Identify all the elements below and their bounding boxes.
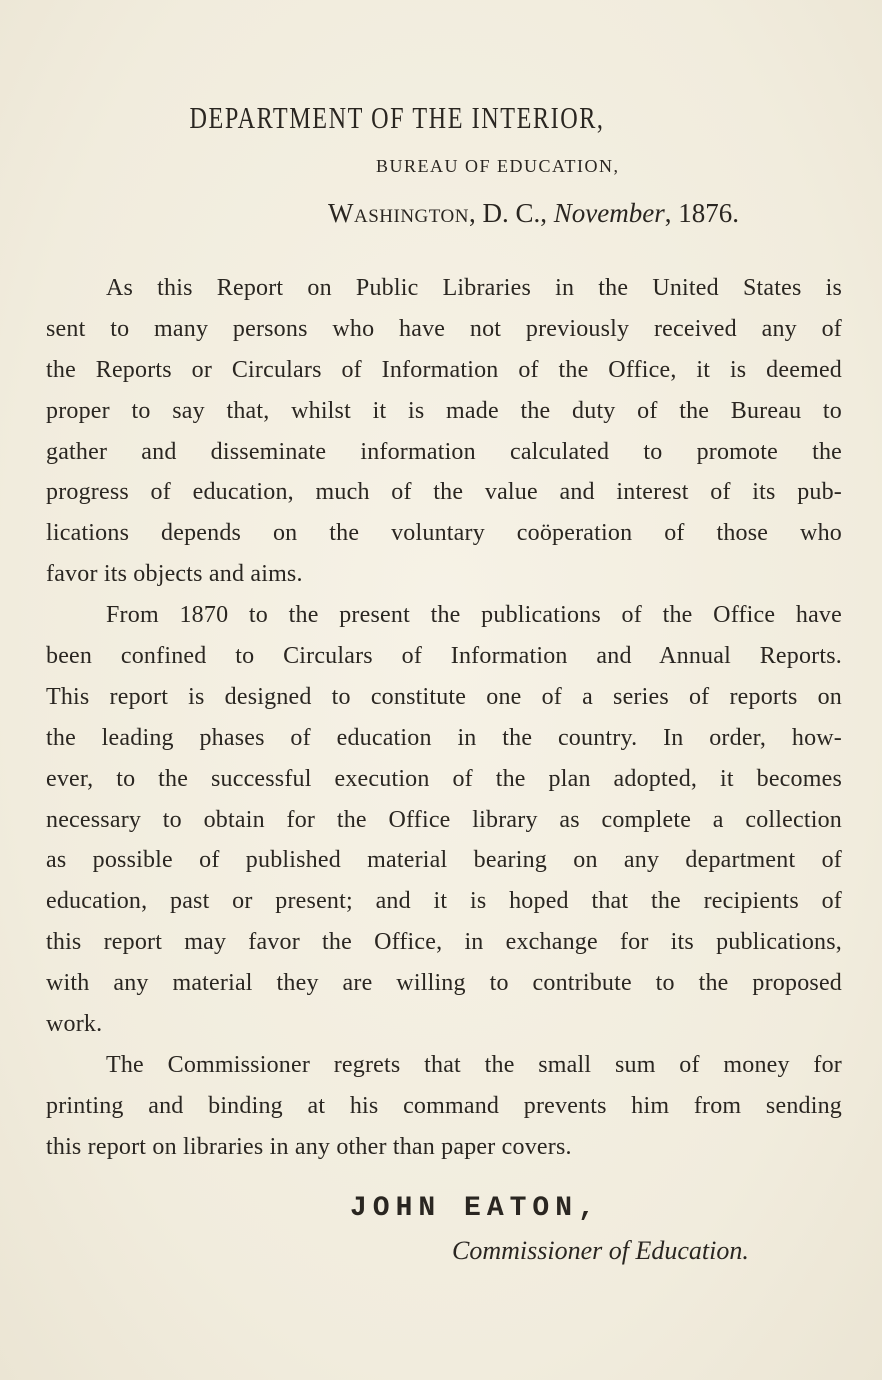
dateline-place: Washington — [328, 198, 469, 228]
text-line: as possible of published material bearing on any department of — [46, 847, 842, 874]
text-line: the Reports or Circulars of Information of the Office, it is deemed — [46, 356, 842, 383]
signature-title: Commissioner of Education. — [452, 1236, 749, 1265]
text-line: ever, to the successful execution of the plan adopted, it becomes — [46, 765, 842, 792]
text-line: necessary to obtain for the Office library as complete a collection — [46, 806, 842, 833]
text-line: This report is designed to constitute one of a series of reports on — [46, 683, 842, 710]
text-line: been confined to Circulars of Information and Annual Reports. — [46, 643, 842, 670]
dateline-year: , 1876. — [664, 198, 739, 228]
text-line: this report may favor the Office, in exchange for its publications, — [46, 929, 842, 956]
text-line: printing and binding at his command prevents him from sending — [46, 1092, 842, 1119]
text-line: work. — [46, 1011, 103, 1038]
bureau-heading: BUREAU OF EDUCATION, — [376, 156, 620, 176]
text-line: with any material they are willing to contribute to the proposed — [46, 970, 842, 997]
dateline-place-rest: , D. C., — [468, 198, 554, 228]
text-line: As this Report on Public Libraries in the United States is — [106, 275, 842, 301]
paragraph-2 — [46, 595, 842, 1045]
text-line: From 1870 to the present the publications of the Office have — [106, 602, 842, 629]
text-line: sent to many persons who have not previously received any of — [46, 315, 842, 342]
signature-name: JOHN EATON, — [350, 1193, 601, 1224]
text-line: progress of education, much of the value and interest of its pub- — [46, 479, 842, 506]
dateline-month: November — [553, 198, 665, 228]
text-line: The Commissioner regrets that the small sum of money for — [106, 1051, 842, 1078]
text-line: proper to say that, whilst it is made the duty of the Bureau to — [46, 397, 842, 424]
text-line: gather and disseminate information calculated to promote the — [46, 438, 842, 465]
department-heading: DEPARTMENT OF THE INTERIOR, — [189, 100, 605, 135]
paragraph-1 — [46, 268, 842, 595]
letter-body — [46, 268, 842, 1168]
paragraph-3 — [46, 1045, 842, 1168]
text-line: education, past or present; and it is hoped that the recipients of — [46, 888, 842, 915]
text-line: this report on libraries in any other than paper covers. — [46, 1133, 572, 1160]
text-line: lications depends on the voluntary coöperation of those who — [46, 520, 842, 547]
text-line: the leading phases of education in the country. In order, how- — [46, 724, 842, 751]
text-line: favor its objects and aims. — [46, 561, 303, 588]
dateline — [328, 196, 739, 230]
